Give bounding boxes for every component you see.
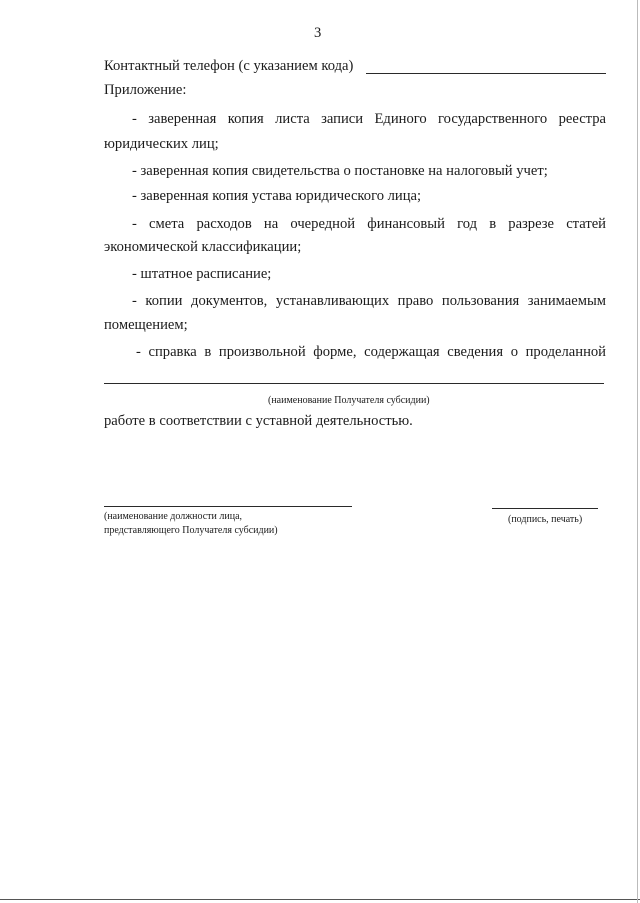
position-caption-line2: представляющего Получателя субсидии) [104, 525, 278, 536]
contact-phone-label: Контактный телефон (с указанием кода) [104, 58, 354, 74]
attachment-heading: Приложение: [104, 82, 187, 98]
list-item: - справка в произвольной форме, содержащая сведения о проделанной [136, 344, 606, 360]
page-number: 3 [314, 25, 322, 41]
list-item: - смета расходов на очередной финансовый год в разрезе статей [132, 216, 606, 232]
recipient-caption: (наименование Получателя субсидии) [268, 395, 430, 406]
list-item: - штатное расписание; [132, 266, 272, 282]
list-item: - заверенная копия свидетельства о постановке на налоговый учет; [132, 163, 548, 179]
contact-phone-line [366, 73, 606, 74]
position-caption-line1: (наименование должности лица, [104, 511, 243, 522]
right-scan-edge [637, 0, 638, 903]
bottom-scan-edge [0, 899, 640, 900]
list-item: - заверенная копия устава юридического лица; [132, 188, 422, 204]
signature-line [492, 508, 598, 509]
list-item-continuation: помещением; [104, 317, 188, 333]
list-item: - заверенная копия листа записи Единого государственного реестра [132, 111, 606, 127]
position-line [104, 506, 352, 507]
work-line: работе в соответствии с уставной деятельностью. [104, 413, 413, 429]
list-item-continuation: экономической классификации; [104, 239, 302, 255]
list-item: - копии документов, устанавливающих право пользования занимаемым [132, 293, 606, 309]
recipient-name-line [104, 383, 604, 384]
signature-caption: (подпись, печать) [508, 514, 583, 525]
list-item-continuation: юридических лиц; [104, 136, 219, 152]
